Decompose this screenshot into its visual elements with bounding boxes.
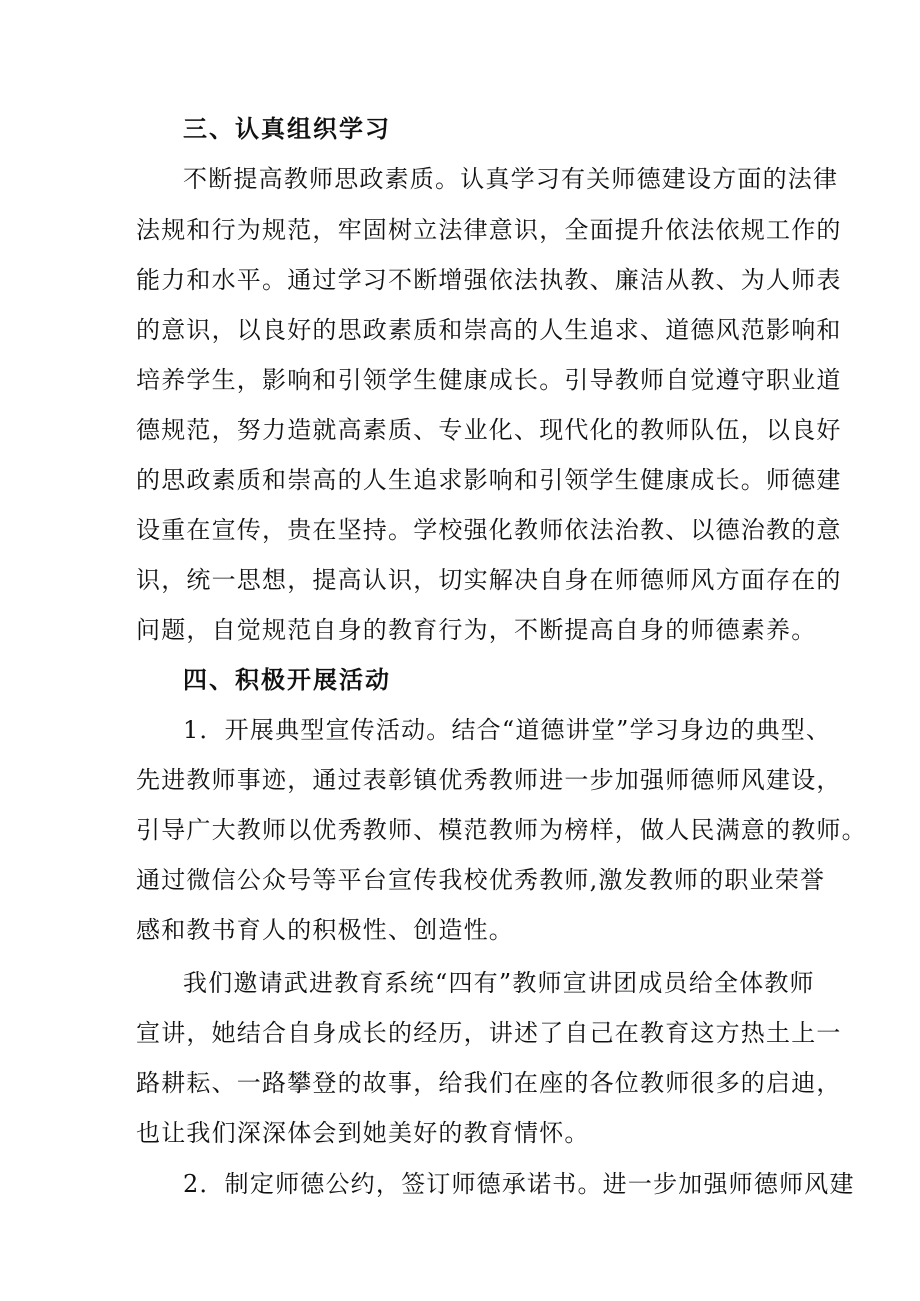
paragraph-line: 培养学生，影响和引领学生健康成长。引导教师自觉遵守职业道: [136, 366, 842, 394]
paragraph-line: 的思政素质和崇高的人生追求影响和引领学生健康成长。师德建: [136, 466, 842, 494]
paragraph-line: 德规范，努力造就高素质、专业化、现代化的教师队伍，以良好: [136, 416, 842, 444]
paragraph-line: 能力和水平。通过学习不断增强依法执教、廉洁从教、为人师表: [136, 266, 842, 294]
paragraph-line: 宣讲，她结合自身成长的经历，讲述了自己在教育这方热土上一: [136, 1019, 842, 1047]
section-heading-3: 三、认真组织学习: [183, 115, 391, 143]
paragraph-line: 我们邀请武进教育系统“四有”教师宣讲团成员给全体教师: [183, 969, 815, 997]
list-item-1-line: 先进教师事迹，通过表彰镇优秀教师进一步加强师德师风建设，: [136, 766, 842, 794]
list-item-1-line: 引导广大教师以优秀教师、模范教师为榜样，做人民满意的教师。: [136, 816, 867, 844]
paragraph-line: 设重在宣传，贵在坚持。学校强化教师依法治教、以德治教的意: [136, 516, 842, 544]
list-item-1-line: 感和教书育人的积极性、创造性。: [136, 916, 514, 944]
paragraph-line: 问题，自觉规范自身的教育行为，不断提高自身的师德素养。: [136, 616, 817, 644]
paragraph-line: 识，统一思想，提高认识，切实解决自身在师德师风方面存在的: [136, 566, 842, 594]
list-item-1-line: 1．开展典型宣传活动。结合“道德讲堂”学习身边的典型、: [183, 716, 832, 744]
paragraph-line: 的意识，以良好的思政素质和崇高的人生追求、道德风范影响和: [136, 316, 842, 344]
section-heading-4: 四、积极开展活动: [183, 666, 391, 694]
paragraph-line: 路耕耘、一路攀登的故事，给我们在座的各位教师很多的启迪，: [136, 1069, 842, 1097]
paragraph-line: 法规和行为规范，牢固树立法律意识，全面提升依法依规工作的: [136, 216, 842, 244]
list-item-1-line: 通过微信公众号等平台宣传我校优秀教师,激发教师的职业荣誉: [136, 866, 826, 894]
list-item-2-line: 2．制定师德公约，签订师德承诺书。进一步加强师德师风建: [183, 1170, 855, 1198]
paragraph-line: 不断提高教师思政素质。认真学习有关师德建设方面的法律: [183, 165, 839, 193]
paragraph-line: 也让我们深深体会到她美好的教育情怀。: [136, 1119, 590, 1147]
